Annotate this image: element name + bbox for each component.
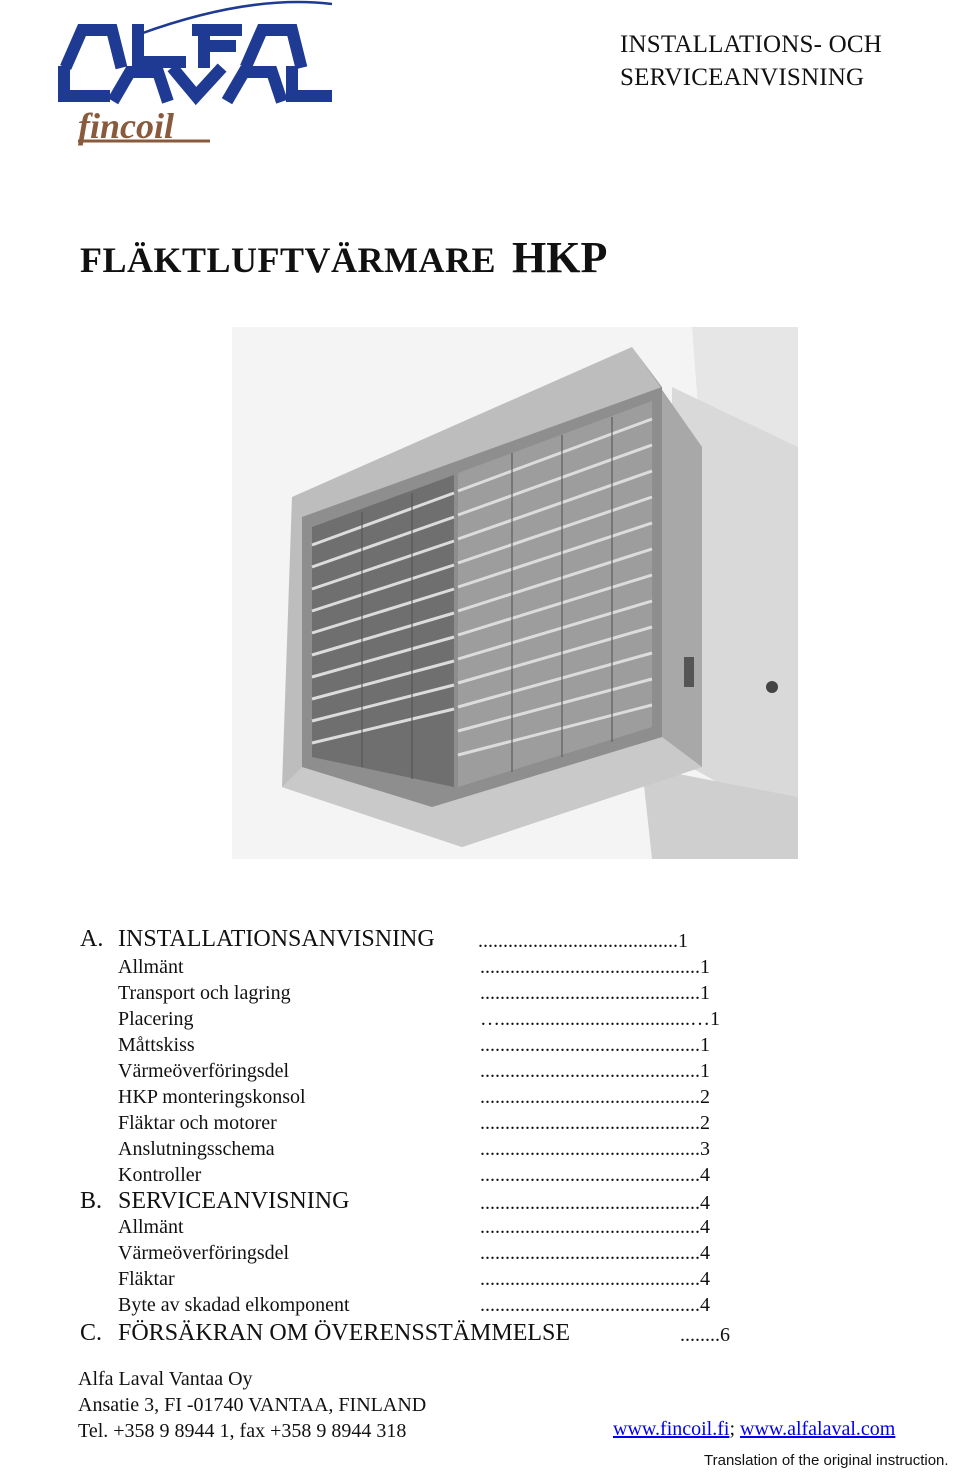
translation-note: Translation of the original instruction. — [704, 1452, 949, 1469]
toc-label — [80, 1188, 349, 1215]
toc-label-text: Kontroller — [118, 1164, 202, 1186]
toc-label-text: Allmänt — [118, 956, 184, 978]
toc-label — [80, 926, 435, 953]
toc-leader-page: ............................................1 — [480, 1060, 710, 1082]
toc-label-text: Allmänt — [118, 1216, 184, 1238]
toc-leader-page: ........6 — [680, 1324, 730, 1346]
toc-leader-page: ............................................4 — [480, 1164, 710, 1186]
toc-leader-page: …......................................…1 — [480, 1008, 720, 1030]
toc-section-index: C. — [80, 1320, 103, 1346]
toc-label-text: Placering — [118, 1008, 194, 1030]
link-separator: ; — [729, 1418, 736, 1440]
alfalaval-website-link[interactable]: www.alfalaval.com — [740, 1418, 896, 1440]
document-header — [620, 28, 882, 94]
toc-leader-page: ............................................2 — [480, 1112, 710, 1134]
toc-row — [0, 982, 960, 1008]
toc-leader-page: ............................................4 — [480, 1216, 710, 1238]
toc-label-text: Byte av skadad elkomponent — [118, 1294, 350, 1316]
toc-label — [118, 1164, 201, 1187]
toc-row — [0, 1164, 960, 1190]
toc-leader-page: ............................................4 — [480, 1242, 710, 1264]
toc-section-index: A. — [80, 926, 104, 952]
toc-leader-page: ............................................4 — [480, 1294, 710, 1316]
website-links — [613, 1418, 895, 1441]
toc-label-text: Värmeöverföringsdel — [118, 1242, 290, 1264]
page-title — [80, 232, 607, 283]
toc-label-text: Anslutningsschema — [118, 1138, 275, 1160]
fincoil-website-link[interactable]: www.fincoil.fi — [613, 1418, 730, 1440]
toc-leader-page: ............................................1 — [480, 1034, 710, 1056]
toc-label — [118, 1294, 350, 1317]
toc-row — [0, 956, 960, 982]
toc-label — [118, 1268, 175, 1291]
toc-label — [118, 956, 184, 979]
toc-label-text: FÖRSÄKRAN OM ÖVERENSSTÄMMELSE — [118, 1320, 571, 1346]
street-address: Ansatie 3, FI -01740 VANTAA, FINLAND — [78, 1394, 427, 1416]
toc-label — [80, 1320, 570, 1347]
toc-row — [0, 1034, 960, 1060]
toc-row — [0, 1138, 960, 1164]
toc-label-text: HKP monteringskonsol — [118, 1086, 306, 1108]
toc-label — [118, 1242, 289, 1265]
toc-row — [0, 1112, 960, 1138]
toc-label — [118, 1034, 195, 1057]
toc-label-text: Fläktar — [118, 1268, 175, 1290]
toc-leader-page: ............................................4 — [480, 1192, 710, 1214]
toc-label-text: Transport och lagring — [118, 982, 291, 1004]
toc-row — [0, 1242, 960, 1268]
toc-leader-page: ............................................2 — [480, 1086, 710, 1108]
toc-row — [0, 1086, 960, 1112]
toc-row — [0, 1320, 960, 1350]
toc-label-text: Måttskiss — [118, 1034, 195, 1056]
phone-fax: Tel. +358 9 8944 1, fax +358 9 8944 318 — [78, 1420, 407, 1442]
toc-row — [0, 1060, 960, 1086]
toc-label — [118, 1112, 277, 1135]
toc-label — [118, 1060, 289, 1083]
company-name: Alfa Laval Vantaa Oy — [78, 1368, 253, 1390]
logo-wordmark-fincoil: fincoil — [78, 106, 174, 146]
toc-label — [118, 1086, 306, 1109]
title-model: HKP — [512, 233, 608, 282]
company-address — [78, 1366, 426, 1444]
toc-leader-page: ........................................1 — [478, 930, 688, 952]
toc-leader-page: ............................................1 — [480, 956, 710, 978]
toc-leader-page: ............................................3 — [480, 1138, 710, 1160]
toc-label — [118, 1138, 275, 1161]
toc-row — [0, 1008, 960, 1034]
toc-row — [0, 1216, 960, 1242]
toc-section-index: B. — [80, 1188, 103, 1214]
alfa-laval-fincoil-logo — [50, 0, 350, 150]
toc-label-text: Fläktar och motorer — [118, 1112, 277, 1134]
toc-row — [0, 1268, 960, 1294]
toc-row — [0, 926, 960, 956]
title-product: FLÄKTLUFTVÄRMARE — [80, 240, 497, 280]
toc-leader-page: ............................................1 — [480, 982, 710, 1004]
toc-label-text: Värmeöverföringsdel — [118, 1060, 290, 1082]
toc-label — [118, 1216, 184, 1239]
toc-label-text: SERVICEANVISNING — [118, 1188, 350, 1214]
toc-label — [118, 982, 291, 1005]
header-line-1: INSTALLATIONS- OCH — [620, 31, 882, 58]
toc-label-text: INSTALLATIONSANVISNING — [118, 926, 435, 952]
product-photo — [232, 327, 798, 859]
toc-label — [118, 1008, 194, 1031]
toc-row — [0, 1188, 960, 1218]
toc-row — [0, 1294, 960, 1320]
toc-leader-page: ............................................4 — [480, 1268, 710, 1290]
header-line-2: SERVICEANVISNING — [620, 64, 865, 91]
